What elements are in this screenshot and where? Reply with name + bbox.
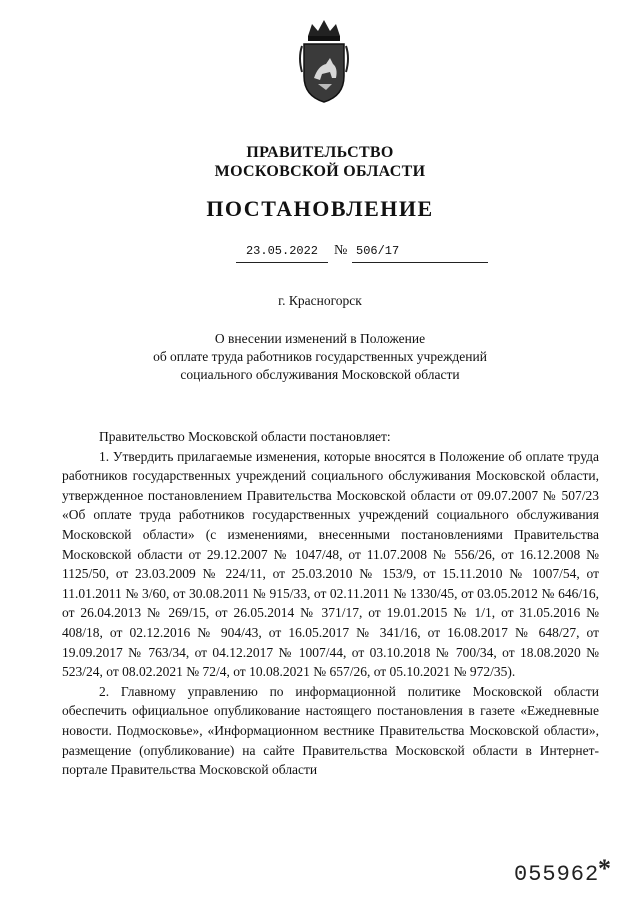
coat-of-arms-icon <box>296 18 352 104</box>
body-paragraph-2: 2. Главному управлению по информационной политике Московской области обеспечить официальное опубликование настоящего постановления в газете «Ежедневные новости. Подмосковье», «Информационном вестнике Правительства Московской области», размещение (опубликование) на сайте Правительства Московской области в Интернет-портале Правительства Московской области <box>62 683 599 778</box>
document-subject <box>0 330 640 384</box>
body-paragraph-1: 1. Утвердить прилагаемые изменения, которые вносятся в Положение об оплате труда работников государственных учреждений социального обслуживания Московской области, утвержденное постановлением Правительства Московской области от 09.07.2007 № 507/23 «Об оплате труда работников государственных учреждений социального обслуживания Московской области» (с изменениями, внесенными постановлениями Правительства Московской области от 29.12.2007 № 1047/48, от 11.07.2008 № 556/26, от 16.12.2008 № 1125/50, от 23.03.2009 № 224/11, от 25.03.2010 № 153/9, от 15.11.2010 № 1007/54, от 11.01.2011 № 3/60, от 30.08.2011 № 915/33, от 02.11.2011 № 1330/45, от 03.05.2012 № 646/16, от 26.04.2013 № 269/15, от 26.05.2014 № 371/17, от 19.01.2015 № 1/1, от 31.05.2016 № 408/18, от 02.12.2016 № 904/43, от 16.05.2017 № 341/16, от 16.08.2017 № 648/27, от 19.09.2017 № 763/34, от 04.12.2017 № 1007/44, от 03.10.2018 № 700/34, от 18.08.2020 № 523/24, от 08.02.2021 № 72/4, от 10.08.2021 № 657/26, от 05.10.2021 № 972/35). <box>62 448 599 680</box>
government-heading: ПРАВИТЕЛЬСТВО <box>246 144 394 161</box>
date-number-line <box>0 244 640 264</box>
number-sign: № <box>334 243 348 258</box>
body-intro: Правительство Московской области постановляет: <box>99 429 391 444</box>
document-type-title: ПОСТАНОВЛЕНИЕ <box>206 196 434 221</box>
city-line: г. Красногорск <box>278 293 362 308</box>
serial-star: * <box>598 854 611 883</box>
subject-line: социального обслуживания Московской области <box>180 367 460 382</box>
subject-line: О внесении изменений в Положение <box>214 331 426 346</box>
document-date: 23.05.2022 <box>245 244 318 258</box>
document-body <box>62 427 599 780</box>
document-number: 506/17 <box>356 244 400 258</box>
number-underline <box>352 262 488 263</box>
date-underline <box>236 262 328 263</box>
serial-number: 055962 <box>514 862 600 887</box>
subject-line: об оплате труда работников государственных учреждений <box>153 349 487 364</box>
region-heading: МОСКОВСКОЙ ОБЛАСТИ <box>214 163 426 180</box>
